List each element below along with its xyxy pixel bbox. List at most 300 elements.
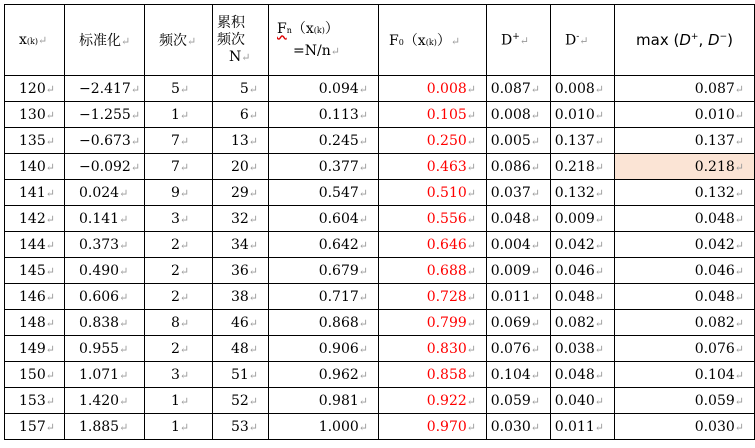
header-max-a-sup: +: [690, 32, 699, 42]
cell-x-value: 120: [19, 80, 46, 97]
paragraph-mark: ↵: [248, 108, 258, 122]
paragraph-mark: ↵: [734, 420, 744, 434]
cell-d-plus: [487, 76, 551, 102]
cell-standardized-value: 0.373: [79, 236, 120, 253]
cell-max-d-value: 0.030: [694, 418, 735, 435]
header-max-sep: ,: [698, 31, 708, 49]
cell-cumulative: [213, 362, 269, 388]
table-row: [5, 154, 755, 180]
cell-d-minus-value: 0.132: [554, 184, 595, 201]
cell-frequency-value: 1: [171, 392, 180, 409]
cell-cumulative-value: 36: [230, 262, 249, 279]
cell-max-d-value: 0.076: [694, 340, 735, 357]
paragraph-mark: ↵: [358, 342, 368, 356]
cell-theoretical-cdf: [379, 206, 487, 232]
header-d-plus-sup: +: [512, 31, 520, 42]
paragraph-mark: ↵: [530, 342, 540, 356]
header-f0-open: （x: [403, 33, 426, 49]
paragraph-mark: ↵: [530, 316, 540, 330]
cell-theoretical-cdf-value: 0.008: [426, 80, 467, 97]
header-cumulative-line3: N: [229, 48, 242, 65]
cell-standardized: [65, 284, 145, 310]
cell-empirical-cdf-value: 0.604: [318, 210, 359, 227]
cell-empirical-cdf: [269, 284, 379, 310]
cell-d-minus: [551, 180, 615, 206]
cell-max-d: [615, 76, 755, 102]
cell-d-plus-value: 0.104: [490, 366, 531, 383]
paragraph-mark: ↵: [734, 368, 744, 382]
paragraph-mark: ↵: [119, 238, 129, 252]
paragraph-mark: ↵: [594, 186, 604, 200]
cell-x-value: 153: [19, 392, 46, 409]
cell-standardized: [65, 310, 145, 336]
cell-d-plus: [487, 180, 551, 206]
cell-empirical-cdf-value: 0.245: [318, 132, 359, 149]
header-f0-symbol: F: [389, 33, 399, 49]
cell-x: [5, 258, 65, 284]
paragraph-mark: ↵: [45, 342, 55, 356]
cell-empirical-cdf-value: 0.642: [318, 236, 359, 253]
cell-standardized: [65, 128, 145, 154]
header-d-minus-symbol: D: [565, 32, 577, 49]
header-frequency: [145, 5, 213, 76]
paragraph-mark: ↵: [466, 82, 476, 96]
cell-theoretical-cdf: [379, 284, 487, 310]
header-fn-symbol: F: [277, 20, 287, 37]
cell-empirical-cdf: [269, 310, 379, 336]
cell-empirical-cdf: [269, 362, 379, 388]
cell-x: [5, 388, 65, 414]
cell-max-d-value: 0.048: [694, 210, 735, 227]
cell-cumulative: [213, 414, 269, 440]
table-row: [5, 362, 755, 388]
table-row: [5, 310, 755, 336]
cell-d-plus: [487, 206, 551, 232]
paragraph-mark: ↵: [358, 108, 368, 122]
cell-empirical-cdf-value: 1.000: [318, 418, 359, 435]
cell-cumulative-value: 38: [230, 288, 249, 305]
cell-empirical-cdf: [269, 128, 379, 154]
paragraph-mark: ↵: [179, 316, 190, 330]
cell-theoretical-cdf-value: 0.799: [426, 314, 467, 331]
cell-d-plus-value: 0.009: [490, 262, 531, 279]
cell-x-value: 149: [19, 340, 46, 357]
paragraph-mark: ↵: [734, 186, 744, 200]
paragraph-mark: ↵: [119, 368, 129, 382]
cell-d-minus-value: 0.010: [554, 106, 595, 123]
cell-standardized-value: 0.606: [79, 288, 120, 305]
table-row: [5, 414, 755, 440]
cell-theoretical-cdf-value: 0.250: [426, 132, 467, 149]
paragraph-mark: ↵: [248, 134, 258, 148]
header-d-minus-sup: -: [576, 31, 580, 42]
cell-frequency: [145, 362, 213, 388]
paragraph-mark: ↵: [466, 368, 476, 382]
cell-cumulative: [213, 232, 269, 258]
cell-max-d-value: 0.132: [694, 184, 735, 201]
paragraph-mark: ↵: [734, 82, 744, 96]
paragraph-mark: ↵: [248, 212, 258, 226]
paragraph-mark: ↵: [179, 134, 190, 148]
cell-max-d: [615, 232, 755, 258]
cell-d-minus-value: 0.048: [554, 366, 595, 383]
paragraph-mark: ↵: [358, 186, 368, 200]
header-max-a: D: [679, 31, 691, 49]
header-f0-x-subscript: (k): [425, 38, 437, 47]
cell-d-minus-value: 0.009: [554, 210, 595, 227]
cell-x: [5, 102, 65, 128]
cell-empirical-cdf: [269, 180, 379, 206]
cell-d-minus: [551, 258, 615, 284]
cell-x: [5, 310, 65, 336]
cell-frequency-value: 2: [171, 262, 180, 279]
paragraph-mark: ↵: [248, 82, 258, 96]
table-row: [5, 206, 755, 232]
cell-d-minus-value: 0.042: [554, 236, 595, 253]
paragraph-mark: ↵: [530, 420, 540, 434]
cell-max-d-value: 0.104: [694, 366, 735, 383]
paragraph-mark: ↵: [241, 50, 251, 64]
cell-max-d-value: 0.087: [694, 80, 735, 97]
paragraph-mark: ↵: [358, 394, 368, 408]
cell-x: [5, 232, 65, 258]
cell-standardized-value: 0.955: [79, 340, 120, 357]
cell-standardized: [65, 102, 145, 128]
cell-x-value: 142: [19, 210, 46, 227]
header-fn-open: （x: [291, 20, 314, 37]
cell-frequency: [145, 128, 213, 154]
cell-max-d-value: 0.010: [694, 106, 735, 123]
cell-standardized: [65, 76, 145, 102]
cell-d-plus-value: 0.030: [490, 418, 531, 435]
cell-standardized-value: −0.092: [79, 158, 131, 175]
paragraph-mark: ↵: [358, 238, 368, 252]
paragraph-mark: ↵: [734, 212, 744, 226]
paragraph-mark: ↵: [45, 160, 55, 174]
header-fn-subscript: n: [286, 25, 292, 35]
cell-empirical-cdf-value: 0.981: [318, 392, 359, 409]
cell-standardized-value: 1.071: [79, 366, 120, 383]
cell-d-plus: [487, 128, 551, 154]
cell-theoretical-cdf-value: 0.728: [426, 288, 467, 305]
paragraph-mark: ↵: [130, 134, 141, 148]
paragraph-mark: ↵: [45, 186, 55, 200]
paragraph-mark: ↵: [179, 238, 190, 252]
cell-frequency-value: 9: [171, 184, 180, 201]
cell-cumulative-value: 52: [230, 392, 249, 409]
header-max-open: (: [673, 31, 680, 49]
paragraph-mark: ↵: [466, 186, 476, 200]
cell-d-minus: [551, 362, 615, 388]
paragraph-mark: ↵: [248, 160, 258, 174]
cell-cumulative-value: 51: [230, 366, 249, 383]
cell-cumulative: [213, 388, 269, 414]
table-row: [5, 336, 755, 362]
cell-d-plus: [487, 388, 551, 414]
paragraph-mark: ↵: [594, 394, 604, 408]
cell-d-minus-value: 0.137: [554, 132, 595, 149]
header-x: [5, 5, 65, 76]
table-row: [5, 258, 755, 284]
paragraph-mark: ↵: [130, 108, 141, 122]
cell-theoretical-cdf: [379, 180, 487, 206]
paragraph-mark: ↵: [734, 134, 744, 148]
paragraph-mark: ↵: [179, 368, 190, 382]
cell-d-minus: [551, 388, 615, 414]
paragraph-mark: ↵: [466, 238, 476, 252]
cell-max-d: [615, 206, 755, 232]
paragraph-mark: ↵: [179, 290, 190, 304]
header-max-fn: max: [636, 31, 669, 49]
header-cumulative-line1: 累积: [217, 14, 245, 31]
paragraph-mark: ↵: [248, 316, 258, 330]
paragraph-mark: ↵: [734, 108, 744, 122]
cell-frequency-value: 7: [171, 158, 180, 175]
cell-x: [5, 76, 65, 102]
cell-d-plus-value: 0.059: [490, 392, 531, 409]
cell-max-d: [615, 154, 755, 180]
cell-empirical-cdf-value: 0.377: [318, 158, 359, 175]
cell-d-plus: [487, 414, 551, 440]
cell-d-minus: [551, 128, 615, 154]
paragraph-mark: ↵: [358, 160, 368, 174]
cell-d-plus: [487, 154, 551, 180]
paragraph-mark: ↵: [119, 420, 129, 434]
paragraph-mark: ↵: [594, 108, 604, 122]
cell-frequency-value: 8: [171, 314, 180, 331]
paragraph-mark: ↵: [45, 238, 55, 252]
cell-max-d: [615, 284, 755, 310]
cell-standardized-value: 1.885: [79, 418, 120, 435]
header-fn-formula: =N/n: [293, 42, 331, 59]
cell-frequency-value: 2: [171, 288, 180, 305]
paragraph-mark: ↵: [248, 342, 258, 356]
cell-frequency-value: 1: [171, 418, 180, 435]
cell-theoretical-cdf-value: 0.105: [426, 106, 467, 123]
cell-theoretical-cdf-value: 0.688: [426, 262, 467, 279]
cell-cumulative-value: 6: [239, 106, 249, 123]
header-frequency-label: 频次: [159, 33, 187, 49]
paragraph-mark: ↵: [248, 290, 258, 304]
paragraph-mark: ↵: [45, 368, 55, 382]
cell-d-minus-value: 0.046: [554, 262, 595, 279]
cell-max-d-value: 0.137: [694, 132, 735, 149]
cell-max-d: [615, 128, 755, 154]
paragraph-mark: ↵: [45, 290, 55, 304]
cell-cumulative-value: 53: [230, 418, 249, 435]
cell-x: [5, 180, 65, 206]
cell-standardized: [65, 180, 145, 206]
header-empirical-cdf: [269, 5, 379, 76]
cell-empirical-cdf: [269, 388, 379, 414]
cell-frequency-value: 1: [171, 106, 180, 123]
cell-x-value: 140: [19, 158, 46, 175]
paragraph-mark: ↵: [119, 316, 129, 330]
cell-max-d: [615, 102, 755, 128]
header-standardized: [65, 5, 145, 76]
paragraph-mark: ↵: [119, 264, 129, 278]
cell-d-plus-value: 0.069: [490, 314, 531, 331]
cell-d-plus: [487, 284, 551, 310]
cell-frequency: [145, 232, 213, 258]
paragraph-mark: ↵: [248, 264, 258, 278]
paragraph-mark: ↵: [119, 186, 129, 200]
paragraph-mark: ↵: [466, 420, 476, 434]
cell-d-plus-value: 0.005: [490, 132, 531, 149]
cell-x: [5, 362, 65, 388]
cell-max-d: [615, 388, 755, 414]
paragraph-mark: ↵: [466, 134, 476, 148]
cell-d-minus: [551, 102, 615, 128]
cell-d-minus-value: 0.040: [554, 392, 595, 409]
paragraph-mark: ↵: [358, 316, 368, 330]
paragraph-mark: ↵: [466, 264, 476, 278]
cell-standardized: [65, 232, 145, 258]
paragraph-mark: ↵: [248, 186, 258, 200]
paragraph-mark: ↵: [130, 160, 141, 174]
cell-cumulative: [213, 128, 269, 154]
cell-d-plus-value: 0.037: [490, 184, 531, 201]
paragraph-mark: ↵: [358, 82, 368, 96]
paragraph-mark: ↵: [358, 368, 368, 382]
cell-cumulative-value: 46: [230, 314, 249, 331]
paragraph-mark: ↵: [45, 264, 55, 278]
cell-theoretical-cdf-value: 0.556: [426, 210, 467, 227]
cell-theoretical-cdf: [379, 232, 487, 258]
paragraph-mark: ↵: [358, 290, 368, 304]
cell-standardized-value: −2.417: [79, 80, 131, 97]
cell-theoretical-cdf: [379, 258, 487, 284]
cell-theoretical-cdf: [379, 154, 487, 180]
paragraph-mark: ↵: [594, 264, 604, 278]
paragraph-mark: ↵: [466, 160, 476, 174]
cell-frequency: [145, 388, 213, 414]
cell-empirical-cdf-value: 0.113: [318, 106, 359, 123]
paragraph-mark: ↵: [734, 316, 744, 330]
cell-max-d-value: 0.082: [694, 314, 735, 331]
paragraph-mark: ↵: [248, 238, 258, 252]
cell-d-minus: [551, 154, 615, 180]
cell-d-plus: [487, 258, 551, 284]
cell-empirical-cdf: [269, 414, 379, 440]
table-row: [5, 284, 755, 310]
paragraph-mark: ↵: [119, 212, 129, 226]
paragraph-mark: ↵: [594, 342, 604, 356]
paragraph-mark: ↵: [530, 264, 540, 278]
cell-x-value: 145: [19, 262, 46, 279]
cell-theoretical-cdf-value: 0.646: [426, 236, 467, 253]
cell-frequency-value: 5: [171, 80, 180, 97]
cell-frequency: [145, 180, 213, 206]
cell-x: [5, 128, 65, 154]
paragraph-mark: ↵: [330, 44, 340, 58]
paragraph-mark: ↵: [45, 108, 55, 122]
cell-empirical-cdf-value: 0.547: [318, 184, 359, 201]
cell-x-value: 146: [19, 288, 46, 305]
cell-d-plus-value: 0.076: [490, 340, 531, 357]
paragraph-mark: ↵: [119, 290, 129, 304]
cell-standardized-value: 0.141: [79, 210, 120, 227]
paragraph-mark: ↵: [594, 212, 604, 226]
cell-cumulative: [213, 336, 269, 362]
header-f0-subscript: 0: [398, 38, 404, 47]
paragraph-mark: ↵: [179, 394, 190, 408]
cell-empirical-cdf: [269, 154, 379, 180]
cell-cumulative: [213, 258, 269, 284]
cell-x-value: 130: [19, 106, 46, 123]
cell-x-value: 144: [19, 236, 46, 253]
cell-frequency-value: 2: [171, 340, 180, 357]
cell-empirical-cdf: [269, 102, 379, 128]
header-max-close: ): [727, 31, 733, 49]
cell-standardized-value: 0.490: [79, 262, 120, 279]
cell-d-minus-value: 0.011: [554, 418, 595, 435]
cell-cumulative-value: 29: [230, 184, 249, 201]
cell-max-d: [615, 180, 755, 206]
cell-x-value: 150: [19, 366, 46, 383]
paragraph-mark: ↵: [45, 82, 55, 96]
header-max-b: D: [708, 31, 720, 49]
paragraph-mark: ↵: [119, 342, 129, 356]
cell-d-minus-value: 0.038: [554, 340, 595, 357]
cell-standardized-value: 1.420: [79, 392, 120, 409]
paragraph-mark: ↵: [248, 368, 258, 382]
cell-max-d: [615, 362, 755, 388]
paragraph-mark: ↵: [466, 212, 476, 226]
cell-d-plus: [487, 362, 551, 388]
paragraph-mark: ↵: [466, 342, 476, 356]
header-standardized-label: 标准化: [79, 33, 121, 49]
paragraph-mark: ↵: [179, 108, 190, 122]
paragraph-mark: ↵: [179, 186, 190, 200]
header-max-d: [615, 5, 755, 76]
cell-frequency-value: 2: [171, 236, 180, 253]
cell-frequency: [145, 206, 213, 232]
header-theoretical-cdf: [379, 5, 487, 76]
paragraph-mark: ↵: [579, 34, 589, 48]
cell-theoretical-cdf: [379, 388, 487, 414]
cell-x-value: 148: [19, 314, 46, 331]
paragraph-mark: ↵: [38, 34, 48, 47]
paragraph-mark: ↵: [466, 316, 476, 330]
cell-theoretical-cdf-value: 0.858: [426, 366, 467, 383]
paragraph-mark: ↵: [594, 160, 604, 174]
cell-standardized: [65, 414, 145, 440]
paragraph-mark: ↵: [594, 316, 604, 330]
cell-cumulative-value: 13: [230, 132, 249, 149]
cell-cumulative: [213, 154, 269, 180]
cell-d-minus: [551, 336, 615, 362]
header-x-label: x: [19, 32, 27, 48]
cell-cumulative-value: 20: [230, 158, 249, 175]
paragraph-mark: ↵: [179, 82, 190, 96]
cell-standardized-value: 0.024: [79, 184, 120, 201]
cell-theoretical-cdf: [379, 102, 487, 128]
cell-empirical-cdf-value: 0.906: [318, 340, 359, 357]
cell-theoretical-cdf-value: 0.970: [426, 418, 467, 435]
paragraph-mark: ↵: [734, 342, 744, 356]
paragraph-mark: ↵: [179, 212, 190, 226]
header-cumulative: [213, 5, 269, 76]
header-d-plus-symbol: D: [501, 32, 513, 49]
header-d-plus: [487, 5, 551, 76]
cell-x-value: 135: [19, 132, 46, 149]
cell-cumulative: [213, 180, 269, 206]
paragraph-mark: ↵: [734, 264, 744, 278]
paragraph-mark: ↵: [530, 108, 540, 122]
paragraph-mark: ↵: [530, 82, 540, 96]
paragraph-mark: ↵: [358, 420, 368, 434]
